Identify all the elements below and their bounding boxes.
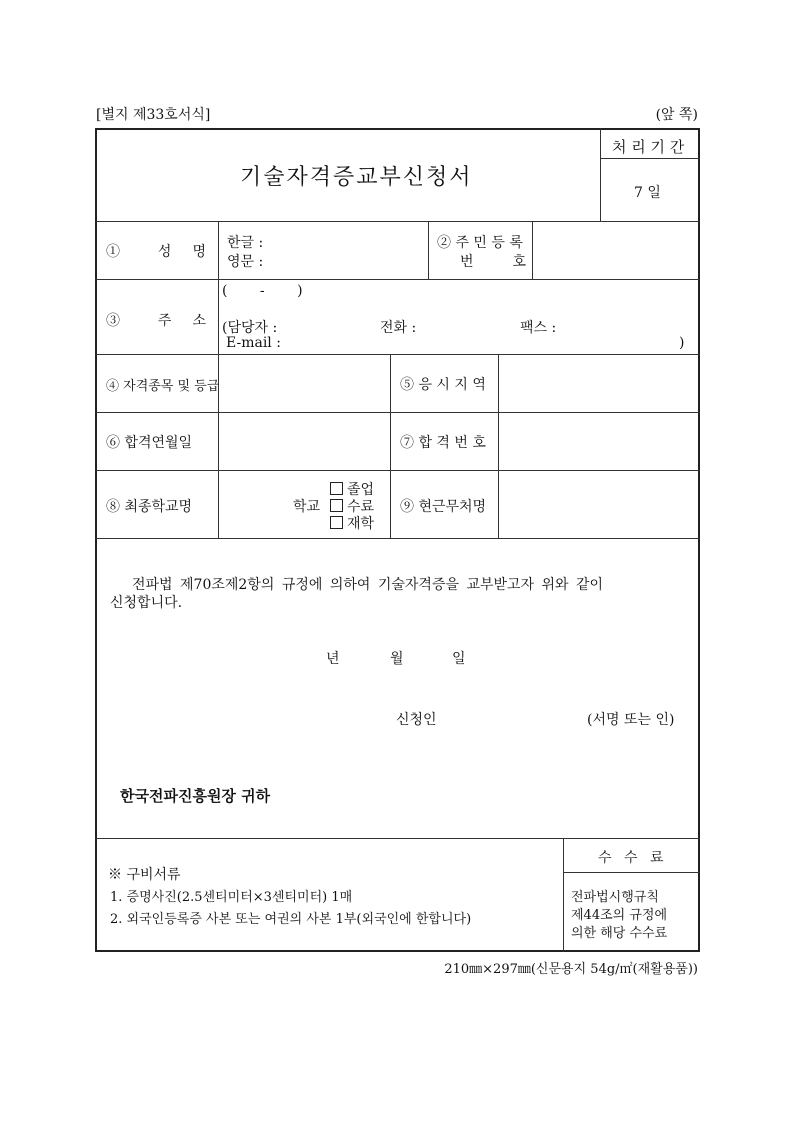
resident-number-label: ② 주 민 등 록 bbox=[437, 235, 523, 251]
divider bbox=[532, 221, 533, 279]
zip-code-field[interactable]: ( - ) bbox=[222, 283, 303, 299]
pass-number-label: ⑦ 합 격 번 호 bbox=[400, 435, 486, 451]
paper-spec: 210㎜×297㎜(신문용지 54g/㎡(재활용품)) bbox=[444, 962, 698, 977]
pass-date-field[interactable] bbox=[220, 414, 388, 468]
resident-number-field[interactable] bbox=[534, 223, 698, 277]
date-month[interactable]: 월 bbox=[390, 651, 404, 667]
fee-line: 의한 해당 수수료 bbox=[571, 926, 668, 941]
statement-line-1: 전파법 제70조제2항의 규정에 의하여 기술자격증을 교부받고자 위와 같이 bbox=[132, 577, 604, 593]
manager-field[interactable]: (담당자 : bbox=[222, 320, 278, 336]
statement-line-2: 신청합니다. bbox=[110, 595, 183, 611]
divider bbox=[95, 279, 700, 280]
name-label: ① 성 명 bbox=[106, 244, 206, 260]
divider bbox=[428, 221, 429, 279]
qualification-label: ④ 자격종목 및 등급 bbox=[106, 379, 220, 394]
divider bbox=[600, 158, 700, 159]
pass-number-field[interactable] bbox=[500, 414, 698, 468]
document-item: 2. 외국인등록증 사본 또는 여권의 사본 1부(외국인에 한합니다) bbox=[110, 912, 472, 927]
divider bbox=[563, 872, 700, 873]
divider bbox=[600, 128, 601, 221]
english-name-field[interactable]: 영문 : bbox=[227, 254, 264, 270]
email-close: ) bbox=[679, 335, 685, 351]
qualification-field[interactable] bbox=[220, 356, 388, 410]
divider bbox=[95, 412, 700, 413]
page-side: (앞 쪽) bbox=[655, 107, 698, 123]
divider bbox=[95, 538, 700, 539]
address-label: ③ 주 소 bbox=[106, 313, 206, 329]
addressee: 한국전파진흥원장 귀하 bbox=[120, 787, 271, 805]
date-year[interactable]: 년 bbox=[326, 651, 340, 667]
resident-number-label-2: 번 호 bbox=[460, 254, 526, 270]
fee-line: 제44조의 규정에 bbox=[571, 908, 668, 923]
fee-label: 수 수 료 bbox=[598, 850, 664, 866]
workplace-label: ⑨ 현근무처명 bbox=[400, 499, 487, 515]
phone-field[interactable]: 전화 : bbox=[380, 320, 417, 336]
fax-field[interactable]: 팩스 : bbox=[520, 320, 557, 336]
checkbox-icon[interactable] bbox=[330, 516, 343, 529]
divider bbox=[95, 838, 700, 839]
documents-title: ※ 구비서류 bbox=[108, 867, 181, 883]
signature-field[interactable]: (서명 또는 인) bbox=[587, 712, 675, 728]
divider bbox=[95, 221, 700, 222]
document-item: 1. 증명사진(2.5센티미터×3센티미터) 1매 bbox=[110, 890, 353, 905]
fee-line: 전파법시행규칙 bbox=[571, 890, 659, 905]
option-label: 수료 bbox=[347, 499, 375, 515]
form-number: [별지 제33호서식] bbox=[96, 107, 211, 123]
divider bbox=[390, 354, 391, 538]
page-title: 기술자격증교부신청서 bbox=[240, 165, 473, 190]
processing-label: 처 리 기 간 bbox=[612, 138, 685, 156]
school-label: ⑧ 최종학교명 bbox=[106, 499, 193, 515]
divider bbox=[95, 354, 700, 355]
date-day[interactable]: 일 bbox=[452, 651, 466, 667]
divider bbox=[563, 838, 564, 952]
workplace-field[interactable] bbox=[500, 472, 698, 536]
school-word: 학교 bbox=[293, 499, 321, 515]
korean-name-field[interactable]: 한글 : bbox=[227, 235, 264, 251]
divider bbox=[95, 470, 700, 471]
option-label: 재학 bbox=[347, 516, 375, 532]
option-label: 졸업 bbox=[347, 482, 375, 498]
divider bbox=[498, 354, 499, 538]
email-field[interactable]: E-mail : bbox=[226, 335, 281, 351]
exam-region-field[interactable] bbox=[500, 356, 698, 410]
processing-value: 7 일 bbox=[634, 185, 661, 201]
pass-date-label: ⑥ 합격연월일 bbox=[106, 435, 193, 451]
exam-region-label: ⑤ 응 시 지 역 bbox=[400, 377, 486, 393]
option-enrolled[interactable] bbox=[330, 513, 374, 533]
checkbox-icon[interactable] bbox=[330, 482, 343, 495]
applicant-label: 신청인 bbox=[396, 712, 437, 728]
checkbox-icon[interactable] bbox=[330, 499, 343, 512]
